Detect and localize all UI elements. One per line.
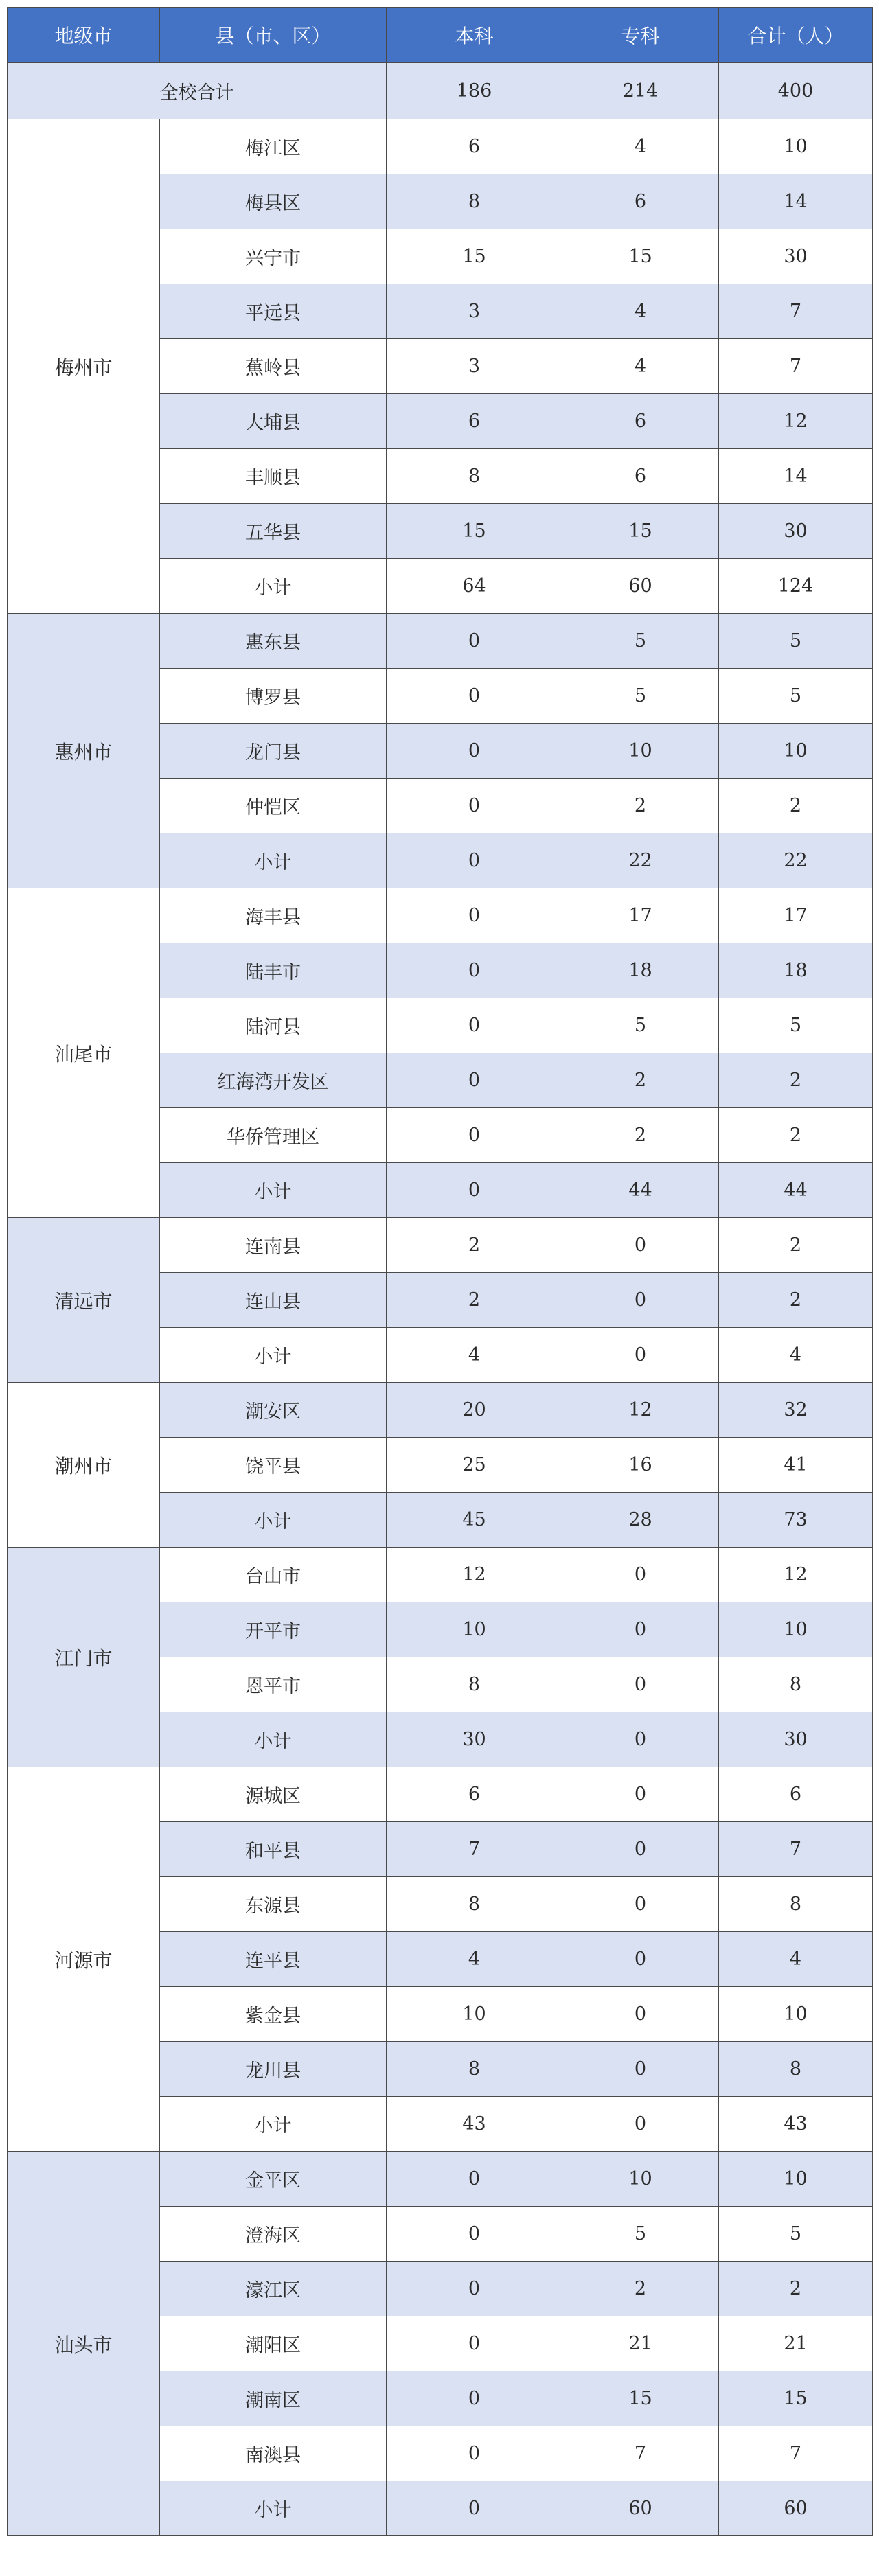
zhuanke-cell: 4 — [562, 284, 719, 339]
city-cell: 清远市 — [8, 1218, 160, 1383]
benke-cell: 0 — [387, 888, 562, 943]
table-row — [8, 1548, 873, 1602]
county-cell: 金平区 — [160, 2152, 387, 2207]
table-row — [8, 119, 873, 174]
zhuanke-cell: 2 — [562, 779, 719, 833]
total-cell: 30 — [719, 504, 873, 559]
county-cell: 饶平县 — [160, 1438, 387, 1493]
zhuanke-cell: 0 — [562, 1712, 719, 1767]
zhuanke-cell: 5 — [562, 998, 719, 1053]
city-cell: 河源市 — [8, 1767, 160, 2152]
zhuanke-cell: 22 — [562, 833, 719, 888]
benke-cell: 10 — [387, 1987, 562, 2042]
county-cell: 南澳县 — [160, 2426, 387, 2481]
header-benke: 本科 — [387, 8, 562, 63]
benke-cell: 0 — [387, 779, 562, 833]
benke-cell: 15 — [387, 504, 562, 559]
total-cell: 8 — [719, 1877, 873, 1932]
county-cell: 梅江区 — [160, 119, 387, 174]
county-cell: 和平县 — [160, 1822, 387, 1877]
benke-cell: 0 — [387, 2207, 562, 2262]
zhuanke-cell: 18 — [562, 943, 719, 998]
header-row — [8, 8, 873, 63]
benke-cell: 0 — [387, 833, 562, 888]
county-cell: 东源县 — [160, 1877, 387, 1932]
total-cell: 7 — [719, 2426, 873, 2481]
benke-cell: 8 — [387, 2042, 562, 2097]
zhuanke-cell: 7 — [562, 2426, 719, 2481]
benke-cell: 8 — [387, 449, 562, 504]
table-header — [8, 8, 873, 63]
benke-cell: 6 — [387, 119, 562, 174]
benke-cell: 15 — [387, 229, 562, 284]
benke-cell: 0 — [387, 669, 562, 724]
city-cell: 汕尾市 — [8, 888, 160, 1218]
total-cell: 124 — [719, 559, 873, 614]
benke-cell: 6 — [387, 1767, 562, 1822]
benke-cell: 2 — [387, 1218, 562, 1273]
benke-cell: 30 — [387, 1712, 562, 1767]
total-cell: 4 — [719, 1328, 873, 1383]
school-total-zhuanke: 214 — [562, 63, 719, 119]
county-cell: 蕉岭县 — [160, 339, 387, 394]
county-cell: 小计 — [160, 1328, 387, 1383]
total-cell: 7 — [719, 339, 873, 394]
county-cell: 澄海区 — [160, 2207, 387, 2262]
total-cell: 12 — [719, 1548, 873, 1602]
zhuanke-cell: 2 — [562, 1053, 719, 1108]
benke-cell: 43 — [387, 2097, 562, 2152]
header-county: 县（市、区） — [160, 8, 387, 63]
total-cell: 2 — [719, 779, 873, 833]
total-cell: 6 — [719, 1767, 873, 1822]
total-cell: 44 — [719, 1163, 873, 1218]
benke-cell: 0 — [387, 2371, 562, 2426]
zhuanke-cell: 0 — [562, 1822, 719, 1877]
county-cell: 开平市 — [160, 1602, 387, 1657]
county-cell: 龙川县 — [160, 2042, 387, 2097]
county-cell: 丰顺县 — [160, 449, 387, 504]
zhuanke-cell: 16 — [562, 1438, 719, 1493]
total-cell: 5 — [719, 2207, 873, 2262]
benke-cell: 0 — [387, 2426, 562, 2481]
zhuanke-cell: 0 — [562, 2097, 719, 2152]
county-cell: 陆丰市 — [160, 943, 387, 998]
zhuanke-cell: 10 — [562, 2152, 719, 2207]
zhuanke-cell: 15 — [562, 2371, 719, 2426]
county-cell: 小计 — [160, 1163, 387, 1218]
county-cell: 小计 — [160, 1712, 387, 1767]
enrollment-table — [7, 7, 873, 2536]
school-total-label: 全校合计 — [8, 63, 387, 119]
school-total-benke: 186 — [387, 63, 562, 119]
table-row — [8, 2152, 873, 2207]
total-cell: 32 — [719, 1383, 873, 1438]
total-cell: 30 — [719, 1712, 873, 1767]
zhuanke-cell: 0 — [562, 1218, 719, 1273]
city-cell: 汕头市 — [8, 2152, 160, 2536]
total-cell: 60 — [719, 2481, 873, 2536]
total-cell: 21 — [719, 2316, 873, 2371]
county-cell: 台山市 — [160, 1548, 387, 1602]
zhuanke-cell: 0 — [562, 1602, 719, 1657]
benke-cell: 4 — [387, 1932, 562, 1987]
benke-cell: 0 — [387, 998, 562, 1053]
county-cell: 紫金县 — [160, 1987, 387, 2042]
county-cell: 兴宁市 — [160, 229, 387, 284]
total-cell: 10 — [719, 2152, 873, 2207]
total-cell: 5 — [719, 669, 873, 724]
table-row — [8, 888, 873, 943]
county-cell: 红海湾开发区 — [160, 1053, 387, 1108]
county-cell: 龙门县 — [160, 724, 387, 779]
benke-cell: 3 — [387, 339, 562, 394]
benke-cell: 0 — [387, 943, 562, 998]
benke-cell: 8 — [387, 1877, 562, 1932]
total-cell: 18 — [719, 943, 873, 998]
zhuanke-cell: 0 — [562, 1987, 719, 2042]
zhuanke-cell: 2 — [562, 2262, 719, 2316]
county-cell: 大埔县 — [160, 394, 387, 449]
benke-cell: 7 — [387, 1822, 562, 1877]
benke-cell: 4 — [387, 1328, 562, 1383]
county-cell: 濠江区 — [160, 2262, 387, 2316]
county-cell: 潮南区 — [160, 2371, 387, 2426]
city-cell: 梅州市 — [8, 119, 160, 614]
benke-cell: 45 — [387, 1493, 562, 1548]
total-cell: 5 — [719, 614, 873, 669]
zhuanke-cell: 5 — [562, 669, 719, 724]
total-cell: 14 — [719, 449, 873, 504]
total-cell: 2 — [719, 1053, 873, 1108]
county-cell: 小计 — [160, 833, 387, 888]
benke-cell: 0 — [387, 2316, 562, 2371]
zhuanke-cell: 6 — [562, 394, 719, 449]
total-cell: 22 — [719, 833, 873, 888]
county-cell: 惠东县 — [160, 614, 387, 669]
benke-cell: 3 — [387, 284, 562, 339]
benke-cell: 0 — [387, 614, 562, 669]
total-cell: 5 — [719, 998, 873, 1053]
county-cell: 潮阳区 — [160, 2316, 387, 2371]
county-cell: 五华县 — [160, 504, 387, 559]
benke-cell: 25 — [387, 1438, 562, 1493]
county-cell: 潮安区 — [160, 1383, 387, 1438]
zhuanke-cell: 2 — [562, 1108, 719, 1163]
county-cell: 连南县 — [160, 1218, 387, 1273]
total-cell: 2 — [719, 1108, 873, 1163]
total-cell: 73 — [719, 1493, 873, 1548]
county-cell: 连平县 — [160, 1932, 387, 1987]
county-cell: 仲恺区 — [160, 779, 387, 833]
benke-cell: 0 — [387, 1108, 562, 1163]
total-cell: 15 — [719, 2371, 873, 2426]
zhuanke-cell: 0 — [562, 1328, 719, 1383]
total-cell: 17 — [719, 888, 873, 943]
benke-cell: 0 — [387, 2262, 562, 2316]
zhuanke-cell: 4 — [562, 339, 719, 394]
county-cell: 恩平市 — [160, 1657, 387, 1712]
total-cell: 41 — [719, 1438, 873, 1493]
county-cell: 小计 — [160, 559, 387, 614]
total-cell: 43 — [719, 2097, 873, 2152]
zhuanke-cell: 0 — [562, 1767, 719, 1822]
total-cell: 8 — [719, 1657, 873, 1712]
zhuanke-cell: 5 — [562, 2207, 719, 2262]
zhuanke-cell: 5 — [562, 614, 719, 669]
county-cell: 平远县 — [160, 284, 387, 339]
benke-cell: 12 — [387, 1548, 562, 1602]
total-cell: 4 — [719, 1932, 873, 1987]
total-cell: 7 — [719, 284, 873, 339]
zhuanke-cell: 44 — [562, 1163, 719, 1218]
county-cell: 博罗县 — [160, 669, 387, 724]
total-cell: 10 — [719, 1987, 873, 2042]
benke-cell: 8 — [387, 1657, 562, 1712]
benke-cell: 20 — [387, 1383, 562, 1438]
zhuanke-cell: 17 — [562, 888, 719, 943]
benke-cell: 2 — [387, 1273, 562, 1328]
zhuanke-cell: 12 — [562, 1383, 719, 1438]
benke-cell: 10 — [387, 1602, 562, 1657]
total-cell: 8 — [719, 2042, 873, 2097]
header-total: 合计（人） — [719, 8, 873, 63]
total-cell: 10 — [719, 1602, 873, 1657]
total-cell: 10 — [719, 119, 873, 174]
county-cell: 小计 — [160, 2481, 387, 2536]
zhuanke-cell: 0 — [562, 1548, 719, 1602]
benke-cell: 6 — [387, 394, 562, 449]
benke-cell: 0 — [387, 724, 562, 779]
county-cell: 陆河县 — [160, 998, 387, 1053]
city-cell: 惠州市 — [8, 614, 160, 888]
table-row — [8, 614, 873, 669]
city-cell: 潮州市 — [8, 1383, 160, 1548]
zhuanke-cell: 0 — [562, 1273, 719, 1328]
benke-cell: 8 — [387, 174, 562, 229]
benke-cell: 0 — [387, 1163, 562, 1218]
county-cell: 连山县 — [160, 1273, 387, 1328]
total-cell: 2 — [719, 1273, 873, 1328]
zhuanke-cell: 28 — [562, 1493, 719, 1548]
county-cell: 海丰县 — [160, 888, 387, 943]
zhuanke-cell: 10 — [562, 724, 719, 779]
table-row — [8, 1767, 873, 1822]
zhuanke-cell: 6 — [562, 174, 719, 229]
total-cell: 7 — [719, 1822, 873, 1877]
table-row — [8, 1218, 873, 1273]
benke-cell: 0 — [387, 2152, 562, 2207]
zhuanke-cell: 0 — [562, 1657, 719, 1712]
zhuanke-cell: 4 — [562, 119, 719, 174]
zhuanke-cell: 0 — [562, 1877, 719, 1932]
benke-cell: 64 — [387, 559, 562, 614]
county-cell: 小计 — [160, 2097, 387, 2152]
county-cell: 小计 — [160, 1493, 387, 1548]
benke-cell: 0 — [387, 1053, 562, 1108]
zhuanke-cell: 6 — [562, 449, 719, 504]
school-total-total: 400 — [719, 63, 873, 119]
city-cell: 江门市 — [8, 1548, 160, 1767]
enrollment-table-container — [7, 7, 872, 2536]
benke-cell: 0 — [387, 2481, 562, 2536]
zhuanke-cell: 15 — [562, 504, 719, 559]
total-cell: 2 — [719, 2262, 873, 2316]
table-body — [8, 63, 873, 2536]
county-cell: 梅县区 — [160, 174, 387, 229]
zhuanke-cell: 0 — [562, 2042, 719, 2097]
total-cell: 12 — [719, 394, 873, 449]
total-cell: 14 — [719, 174, 873, 229]
zhuanke-cell: 21 — [562, 2316, 719, 2371]
header-zhuanke: 专科 — [562, 8, 719, 63]
county-cell: 源城区 — [160, 1767, 387, 1822]
total-cell: 10 — [719, 724, 873, 779]
header-city: 地级市 — [8, 8, 160, 63]
zhuanke-cell: 60 — [562, 559, 719, 614]
total-cell: 2 — [719, 1218, 873, 1273]
table-row — [8, 1383, 873, 1438]
zhuanke-cell: 60 — [562, 2481, 719, 2536]
zhuanke-cell: 15 — [562, 229, 719, 284]
school-total-row — [8, 63, 873, 119]
zhuanke-cell: 0 — [562, 1932, 719, 1987]
county-cell: 华侨管理区 — [160, 1108, 387, 1163]
total-cell: 30 — [719, 229, 873, 284]
